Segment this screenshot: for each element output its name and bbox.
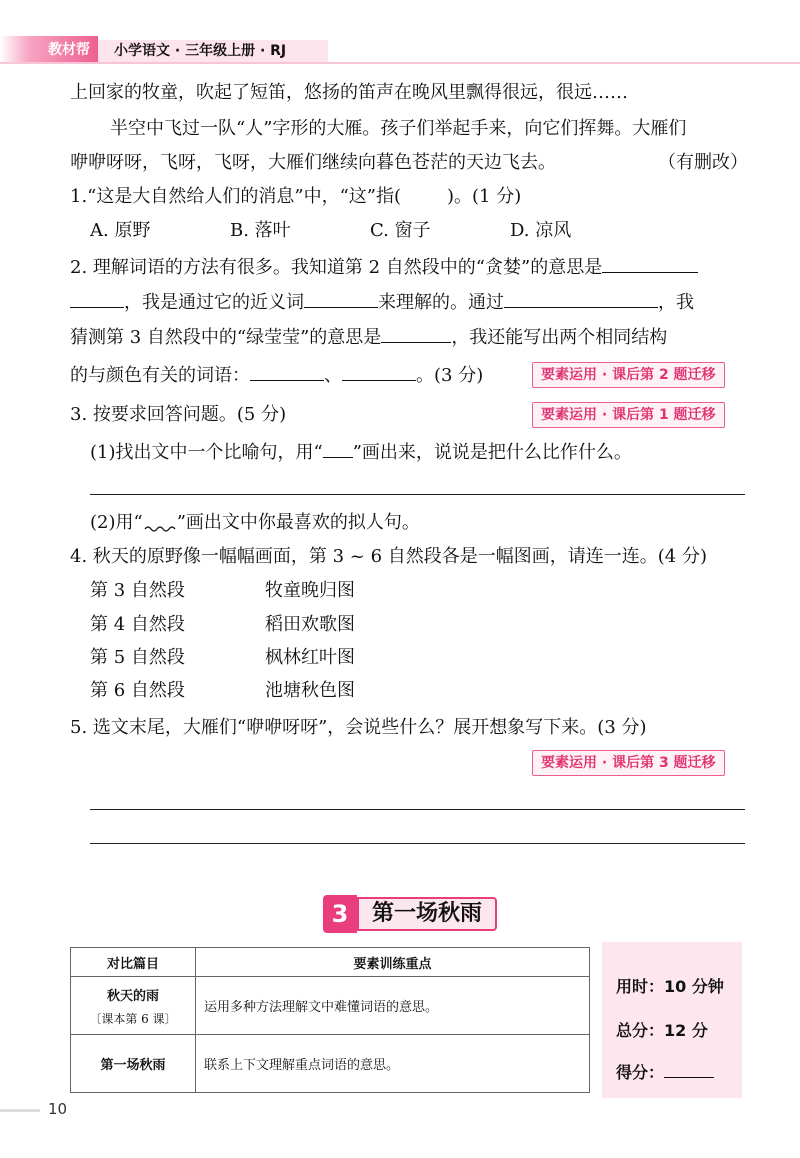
q4-left-item[interactable]: 第 3 自然段 xyxy=(90,580,185,601)
q2-text-2b: 来理解的。通过 xyxy=(378,292,504,313)
q2-text-4c: 。(3 分) xyxy=(416,365,484,386)
passage-line-1: 上回家的牧童，吹起了短笛，悠扬的笛声在晚风里飘得很远，很远…… xyxy=(70,82,628,103)
passage-line-2: 半空中飞过一队“人”字形的大雁。孩子们举起手来，向它们挥舞。大雁们 xyxy=(110,118,687,139)
score-blank[interactable] xyxy=(664,1061,714,1078)
q2-text-4a: 的与颜色有关的词语： xyxy=(70,365,250,386)
straight-underline-sample xyxy=(323,443,353,458)
q1-stem-a: 1.“这是大自然给人们的消息”中，“这”指( xyxy=(70,186,402,207)
table-header-cell: 对比篇目 xyxy=(71,948,196,977)
wavy-underline-sample xyxy=(143,512,177,532)
passage-line-3: 咿咿呀呀，飞呀，飞呀，大雁们继续向暮色苍茫的天边飞去。 xyxy=(70,152,556,173)
lesson-title: 第一场秋雨 xyxy=(357,897,497,931)
score-box xyxy=(602,942,742,1098)
question-3: 3. 按要求回答问题。(5 分) xyxy=(70,404,287,425)
question-2-line-2 xyxy=(70,289,694,316)
table-header-row xyxy=(71,948,590,977)
q3-sub1-text-b: ”画出来，说说是把什么比作什么。 xyxy=(352,442,632,463)
q2-blank-2[interactable] xyxy=(304,289,378,308)
q5-answer-line-2[interactable] xyxy=(90,843,745,844)
passage-note: （有删改） xyxy=(658,152,748,173)
q3-answer-line[interactable] xyxy=(90,494,745,495)
q2-text-4b: 、 xyxy=(324,365,342,386)
q2-skill-tag: 要素运用 · 课后第 2 题迁移 xyxy=(532,362,725,388)
q3-sub2-text-b: ”画出文中你最喜欢的拟人句。 xyxy=(176,512,420,533)
table-row xyxy=(71,977,590,1035)
q1-option-b[interactable]: B. 落叶 xyxy=(230,220,291,241)
table-cell-title xyxy=(71,977,196,1035)
q3-sub-2 xyxy=(90,510,420,536)
q2-blank-1[interactable] xyxy=(602,254,698,273)
q2-text-3a: 猜测第 3 自然段中的“绿莹莹”的意思是 xyxy=(70,327,382,348)
q5-skill-tag: 要素运用 · 课后第 3 题迁移 xyxy=(532,750,725,776)
table-header-cell: 要素训练重点 xyxy=(196,948,590,977)
question-2-line-3 xyxy=(70,324,667,351)
table-cell-focus: 联系上下文理解重点词语的意思。 xyxy=(196,1035,590,1093)
q4-right-item[interactable]: 池塘秋色图 xyxy=(265,680,355,701)
q1-option-d[interactable]: D. 凉风 xyxy=(510,220,572,241)
q4-right-item[interactable]: 枫林红叶图 xyxy=(265,647,355,668)
question-1 xyxy=(70,184,521,210)
q2-text-2c: ，我 xyxy=(658,292,694,313)
q2-text-1: 2. 理解词语的方法有很多。我知道第 2 自然段中的“贪婪”的意思是 xyxy=(70,257,603,278)
q2-text-2a: ，我是通过它的近义词 xyxy=(124,292,304,313)
table-row xyxy=(71,1035,590,1093)
q3-sub2-text-a: (2)用“ xyxy=(90,512,143,533)
q2-blank-1-cont[interactable] xyxy=(70,289,124,308)
q2-text-3b: ，我还能写出两个相同结构 xyxy=(451,327,668,348)
q1-stem-b: )。(1 分) xyxy=(447,186,522,207)
q3-skill-tag: 要素运用 · 课后第 1 题迁移 xyxy=(532,402,725,428)
table-cell-title: 第一场秋雨 xyxy=(71,1035,196,1093)
page-number: 10 xyxy=(48,1100,68,1118)
question-2-line-1 xyxy=(70,254,698,281)
question-5: 5. 选文末尾，大雁们“咿咿呀呀”，会说些什么？展开想象写下来。(3 分) xyxy=(70,717,647,738)
q3-sub-1 xyxy=(90,440,632,466)
book-subtitle: 小学语文 · 三年级上册 · RJ xyxy=(98,40,328,62)
score-text: 得分： xyxy=(616,1063,665,1082)
brand-logo: 教材帮 xyxy=(0,36,98,64)
q2-blank-5[interactable] xyxy=(250,362,324,381)
score-label xyxy=(616,1060,714,1083)
lesson-number: 3 xyxy=(323,895,357,933)
comparison-table xyxy=(70,947,590,1093)
header-divider xyxy=(0,62,800,64)
q4-left-item[interactable]: 第 5 自然段 xyxy=(90,647,185,668)
q2-blank-4[interactable] xyxy=(381,324,451,343)
q4-right-item[interactable]: 牧童晚归图 xyxy=(265,580,355,601)
question-2-line-4 xyxy=(70,362,483,389)
q5-answer-line-1[interactable] xyxy=(90,809,745,810)
q1-option-c[interactable]: C. 窗子 xyxy=(370,220,431,241)
q1-option-a[interactable]: A. 原野 xyxy=(90,220,151,241)
time-label: 用时：10 分钟 xyxy=(616,977,724,996)
row-subtitle: 〔课本第 6 课〕 xyxy=(89,1011,177,1026)
q2-blank-3[interactable] xyxy=(504,289,658,308)
q3-sub1-text-a: (1)找出文中一个比喻句，用“ xyxy=(90,442,323,463)
q2-blank-6[interactable] xyxy=(342,362,416,381)
row-title: 秋天的雨 xyxy=(106,988,159,1004)
footer-bar xyxy=(0,1109,40,1112)
total-label: 总分：12 分 xyxy=(616,1021,708,1040)
q4-left-item[interactable]: 第 4 自然段 xyxy=(90,614,185,635)
question-4: 4. 秋天的原野像一幅幅画面，第 3 ~ 6 自然段各是一幅图画，请连一连。(4 分) xyxy=(70,546,707,567)
table-cell-focus: 运用多种方法理解文中难懂词语的意思。 xyxy=(196,977,590,1035)
q4-left-item[interactable]: 第 6 自然段 xyxy=(90,680,185,701)
q4-right-item[interactable]: 稻田欢歌图 xyxy=(265,614,355,635)
